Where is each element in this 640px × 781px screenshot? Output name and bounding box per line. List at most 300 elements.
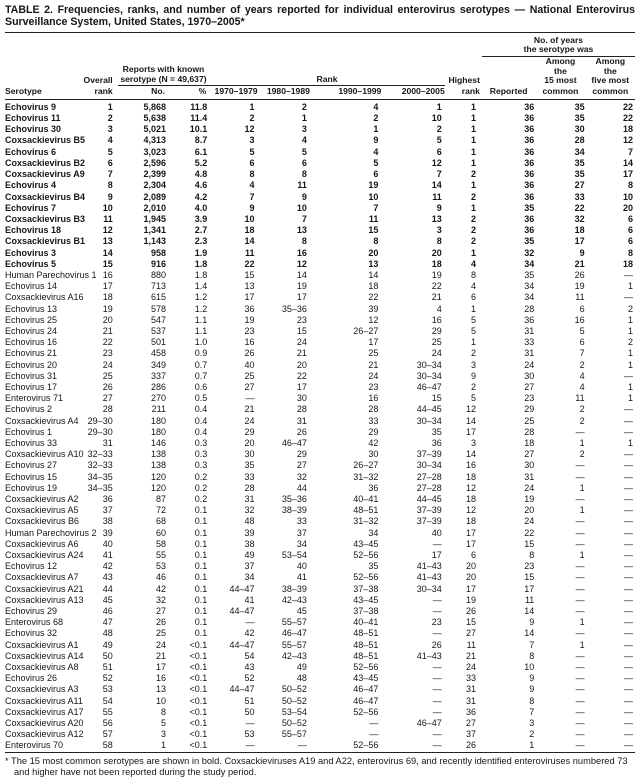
value-cell: 11 [245, 247, 255, 258]
value-cell: 53–54 [281, 550, 307, 560]
value-cell: 15 [296, 325, 307, 336]
value-cell: 31 [524, 325, 535, 336]
value-cell: — [624, 538, 633, 549]
value-cell: 16 [244, 337, 255, 348]
value-cell: 26 [465, 740, 476, 751]
value-cell: 5,021 [143, 124, 167, 135]
serotype-cell: Coxsackievirus A20 [5, 718, 84, 729]
serotype-cell: Echovirus 33 [5, 437, 58, 448]
highest-label: Highest [448, 75, 480, 86]
value-cell: 4 [301, 135, 307, 146]
serotype-cell: Echovirus 31 [5, 370, 58, 381]
value-cell: 0.1 [194, 561, 208, 572]
value-cell: 18 [465, 493, 476, 504]
serotype-cell: Coxsackievirus A10 [5, 449, 84, 460]
value-cell: 1 [249, 101, 255, 112]
value-cell: — [575, 460, 585, 471]
table-row [5, 427, 635, 438]
table-row [5, 494, 635, 505]
value-cell: 43–45 [353, 673, 379, 684]
value-cell: 37–38 [353, 606, 379, 617]
value-cell: 1 [470, 202, 476, 213]
value-cell: 30 [524, 460, 535, 471]
value-cell: 40–41 [353, 493, 379, 504]
value-cell: — [575, 471, 585, 482]
value-cell: 8 [373, 236, 379, 247]
table-row [5, 472, 635, 483]
value-cell: — [432, 594, 442, 605]
table-row [5, 584, 635, 595]
value-cell: 28 [102, 404, 113, 415]
value-cell: 34 [524, 292, 535, 303]
value-cell: 32 [156, 594, 167, 605]
value-cell: — [245, 740, 255, 751]
table-row [5, 673, 635, 684]
col-15-most-common: common [535, 86, 585, 100]
value-cell: 1 [627, 314, 633, 325]
value-cell: 9 [529, 684, 535, 695]
value-cell: 4 [579, 381, 585, 392]
value-cell: 36 [524, 213, 535, 224]
value-cell: 1 [470, 303, 476, 314]
value-cell: 26 [296, 426, 307, 437]
table-row [5, 539, 635, 550]
value-cell: 4 [373, 146, 379, 157]
value-cell: 44–45 [416, 493, 442, 504]
value-cell: — [624, 426, 633, 437]
table-row [5, 595, 635, 606]
value-cell: 180 [150, 415, 167, 426]
value-cell: — [575, 729, 585, 740]
value-cell: 17 [156, 662, 167, 673]
serotype-cell: Coxsackievirus B6 [5, 516, 80, 527]
table-body [5, 99, 635, 752]
value-cell: <0.1 [189, 695, 208, 706]
value-cell: 27 [574, 180, 585, 191]
value-cell: 10 [622, 191, 633, 202]
table-row [5, 270, 635, 281]
value-cell: 0.3 [194, 460, 208, 471]
value-cell: 18 [622, 124, 633, 135]
serotype-cell: Enterovirus 71 [5, 393, 64, 404]
value-cell: 34 [368, 527, 379, 538]
value-cell: 26 [244, 348, 255, 359]
value-cell: 36 [524, 314, 535, 325]
value-cell: — [575, 695, 585, 706]
value-cell: 615 [150, 292, 167, 303]
value-cell: 5 [373, 157, 379, 168]
value-cell: 11.8 [190, 101, 208, 112]
value-cell: 41 [296, 572, 307, 583]
table-row [5, 348, 635, 359]
value-cell: 16 [296, 247, 307, 258]
value-cell: — [245, 617, 255, 628]
value-cell: — [624, 482, 633, 493]
value-cell: 19 [296, 281, 307, 292]
value-cell: 43–45 [353, 538, 379, 549]
value-cell: 27 [465, 628, 476, 639]
value-cell: 44–47 [229, 583, 255, 594]
serotype-cell: Coxsackievirus A9 [5, 169, 85, 180]
serotype-cell: Echovirus 26 [5, 673, 58, 684]
value-cell: — [432, 695, 442, 706]
serotype-cell: Human Parechovirus 2 [5, 527, 97, 538]
value-cell: 36 [524, 113, 535, 124]
value-cell: 8 [627, 180, 633, 191]
value-cell: 0.1 [194, 572, 208, 583]
value-cell: 51 [102, 662, 113, 673]
value-cell: 35 [524, 202, 535, 213]
reports-spanner [118, 57, 210, 86]
value-cell: — [575, 516, 585, 527]
value-cell: 31 [524, 348, 535, 359]
value-cell: 1.4 [194, 281, 208, 292]
value-cell: 21 [368, 359, 379, 370]
value-cell: 4 [107, 135, 113, 146]
value-cell: 5.2 [194, 157, 208, 168]
value-cell: 44 [102, 583, 113, 594]
table-row [5, 628, 635, 639]
value-cell: 31 [524, 471, 535, 482]
value-cell: 36 [524, 180, 535, 191]
value-cell: 2 [470, 381, 476, 392]
value-cell: 28 [296, 404, 307, 415]
value-cell: 9 [301, 191, 307, 202]
value-cell: 50–52 [281, 695, 307, 706]
value-cell: 27 [524, 449, 535, 460]
value-cell: 880 [150, 269, 167, 280]
value-cell: 20 [465, 561, 476, 572]
value-cell: 10.1 [189, 124, 208, 135]
value-cell: 22 [244, 258, 255, 269]
value-cell: 16 [156, 673, 167, 684]
value-cell: 11 [297, 180, 307, 191]
table-row [5, 337, 635, 348]
value-cell: 37 [244, 561, 255, 572]
value-cell: 2,010 [143, 202, 167, 213]
table-row [5, 371, 635, 382]
value-cell: 2,596 [143, 157, 167, 168]
value-cell: <0.1 [189, 729, 208, 740]
value-cell: — [575, 606, 585, 617]
value-cell: 17 [431, 550, 442, 560]
col-1990-1999: 1990–1999 [310, 86, 381, 100]
serotype-cell: Coxsackievirus A6 [5, 538, 79, 549]
value-cell: 14 [524, 628, 535, 639]
serotype-cell: Coxsackievirus B1 [5, 236, 86, 247]
serotype-cell: Echovirus 13 [5, 303, 58, 314]
serotype-cell: Coxsackievirus A8 [5, 662, 79, 673]
value-cell: 18 [244, 225, 255, 236]
among-5-line3: five most [591, 75, 630, 86]
among-15-line2: the [553, 65, 567, 76]
value-cell: — [624, 684, 633, 695]
value-cell: 11 [368, 213, 379, 224]
value-cell: 27 [296, 460, 307, 471]
value-cell: 17 [465, 583, 476, 594]
value-cell: 32 [524, 247, 535, 258]
value-cell: 15 [524, 538, 535, 549]
value-cell: — [624, 449, 633, 460]
value-cell: 37–39 [416, 505, 442, 516]
table-row [5, 617, 635, 628]
value-cell: 6 [373, 169, 379, 180]
value-cell: 2 [436, 124, 442, 135]
value-cell: — [575, 493, 585, 504]
value-cell: 15 [368, 225, 379, 236]
value-cell: 1 [627, 393, 633, 404]
table-row [5, 203, 635, 214]
value-cell: 22 [102, 337, 113, 348]
value-cell: 21 [465, 650, 476, 661]
value-cell: 0.1 [194, 538, 208, 549]
serotype-cell: Echovirus 11 [5, 113, 61, 124]
value-cell: 36 [524, 157, 535, 168]
value-cell: 24 [465, 662, 476, 673]
value-cell: 916 [150, 258, 167, 269]
value-cell: 35–36 [281, 303, 307, 314]
value-cell: 21 [574, 258, 585, 269]
value-cell: 1,341 [143, 225, 167, 236]
value-cell: 41 [244, 594, 255, 605]
value-cell: 30–34 [416, 583, 442, 594]
value-cell: — [624, 404, 633, 415]
value-cell: 270 [150, 393, 167, 404]
value-cell: — [575, 718, 585, 729]
value-cell: 45 [102, 594, 113, 605]
value-cell: 47 [102, 617, 113, 628]
value-cell: 19 [524, 493, 535, 504]
value-cell: 30–34 [416, 415, 442, 426]
value-cell: 48–51 [353, 628, 379, 639]
value-cell: 33 [368, 415, 379, 426]
table-row [5, 393, 635, 404]
value-cell: — [245, 718, 255, 729]
value-cell: — [624, 550, 633, 560]
value-cell: 33 [465, 673, 476, 684]
value-cell: 5 [579, 325, 585, 336]
value-cell: 19 [368, 180, 379, 191]
value-cell: — [432, 606, 442, 617]
value-cell: 349 [150, 359, 167, 370]
value-cell: 46–47 [281, 628, 307, 639]
value-cell: 37 [102, 505, 113, 516]
table-row [5, 505, 635, 516]
value-cell: 6 [470, 292, 476, 303]
col-1970-1979: 1970–1979 [209, 86, 257, 100]
table-row [5, 550, 635, 561]
value-cell: 8.7 [194, 135, 208, 146]
serotype-cell: Coxsackievirus A1 [5, 639, 79, 650]
value-cell: 1.2 [194, 303, 208, 314]
table-row [5, 516, 635, 527]
value-cell: 14 [296, 269, 307, 280]
value-cell: 1 [107, 101, 113, 112]
value-cell: 1 [470, 146, 476, 157]
value-cell: 12 [465, 505, 476, 516]
value-cell: 50 [102, 650, 113, 661]
value-cell: 53 [156, 561, 167, 572]
value-cell: 146 [150, 437, 167, 448]
value-cell: 3 [249, 135, 255, 146]
value-cell: 4.0 [194, 202, 208, 213]
years-spanner-line2: the serotype was [523, 44, 594, 55]
value-cell: — [432, 706, 442, 717]
value-cell: 1.0 [194, 337, 208, 348]
value-cell: 1 [627, 359, 633, 370]
table-row [5, 707, 635, 718]
value-cell: — [624, 493, 633, 504]
value-cell: 1.2 [194, 292, 208, 303]
value-cell: 68 [156, 516, 167, 527]
value-cell: 37–39 [416, 449, 442, 460]
value-cell: — [575, 426, 585, 437]
value-cell: 55–57 [281, 729, 307, 740]
value-cell: 13 [156, 684, 167, 695]
value-cell: 87 [156, 493, 167, 504]
value-cell: 14 [465, 415, 476, 426]
value-cell: 19 [431, 269, 442, 280]
value-cell: 2 [249, 113, 255, 124]
value-cell: — [432, 673, 442, 684]
value-cell: 31 [102, 437, 113, 448]
value-cell: 33 [244, 471, 255, 482]
value-cell: 1 [627, 348, 633, 359]
value-cell: 2 [627, 337, 633, 348]
value-cell: 17 [244, 292, 255, 303]
overall-label: Overall [83, 75, 113, 86]
value-cell: 35 [574, 101, 585, 112]
serotype-cell: Echovirus 24 [5, 325, 58, 336]
header-row-spanner-top [5, 32, 635, 56]
value-cell: 3.9 [194, 213, 208, 224]
value-cell: 5 [301, 146, 307, 157]
value-cell: 26 [156, 617, 167, 628]
value-cell: 501 [150, 337, 167, 348]
value-cell: 19 [574, 281, 585, 292]
value-cell: 16 [574, 314, 585, 325]
value-cell: 26 [574, 269, 585, 280]
value-cell: 23 [102, 348, 113, 359]
value-cell: — [624, 706, 633, 717]
value-cell: 46–47 [416, 718, 442, 729]
value-cell: 2 [373, 113, 379, 124]
value-cell: 10 [368, 191, 379, 202]
value-cell: 5 [436, 135, 442, 146]
serotype-cell: Echovirus 30 [5, 124, 62, 135]
value-cell: 12 [431, 157, 442, 168]
value-cell: — [432, 740, 442, 751]
value-cell: 33 [524, 337, 535, 348]
col-pct: % [168, 86, 209, 100]
value-cell: 13 [431, 213, 442, 224]
value-cell: 1 [373, 124, 379, 135]
table-row [5, 192, 635, 203]
value-cell: 1 [470, 180, 476, 191]
value-cell: 32–33 [87, 449, 113, 460]
value-cell: — [624, 572, 633, 583]
value-cell: 9 [107, 191, 113, 202]
value-cell: 2 [470, 225, 476, 236]
col-1980-1989: 1980–1989 [258, 86, 310, 100]
value-cell: 8 [161, 706, 167, 717]
value-cell: 25 [431, 337, 442, 348]
col-reported: Reported [482, 86, 535, 100]
value-cell: 49 [102, 639, 113, 650]
serotype-cell: Coxsackievirus B5 [5, 135, 86, 146]
value-cell: — [369, 718, 379, 729]
value-cell: 42–43 [281, 594, 307, 605]
value-cell: — [245, 393, 255, 404]
serotype-cell: Echovirus 17 [5, 381, 58, 392]
rank-spanner: Rank [209, 57, 444, 86]
serotype-cell: Echovirus 2 [5, 404, 53, 415]
value-cell: — [624, 639, 633, 650]
value-cell: 52–56 [353, 740, 379, 751]
table-row [5, 225, 635, 236]
value-cell: 2 [470, 169, 476, 180]
value-cell: — [624, 561, 633, 572]
value-cell: <0.1 [189, 650, 208, 661]
value-cell: 28 [244, 482, 255, 493]
value-cell: 52–56 [353, 572, 379, 583]
table-row [5, 684, 635, 695]
value-cell: 30 [368, 449, 379, 460]
value-cell: 9 [373, 135, 379, 146]
value-cell: 0.5 [194, 393, 208, 404]
value-cell: 20 [465, 572, 476, 583]
value-cell: 0.3 [194, 449, 208, 460]
value-cell: 6 [301, 157, 307, 168]
value-cell: 17 [524, 583, 535, 594]
value-cell: 1 [579, 505, 585, 516]
value-cell: 54 [244, 650, 255, 661]
value-cell: 8 [301, 236, 307, 247]
value-cell: 15 [102, 258, 113, 269]
table-title: TABLE 2. Frequencies, ranks, and number of years reported for individual enterovirus serotypes — National Enterovirus Surveillance System, United States, 1970–2005* [5, 4, 635, 29]
value-cell: 547 [150, 314, 167, 325]
value-cell: 1,143 [143, 236, 167, 247]
value-cell: 14 [102, 247, 113, 258]
value-cell: 8 [529, 650, 535, 661]
value-cell: 46 [156, 572, 167, 583]
value-cell: 2 [529, 729, 535, 740]
serotype-cell: Enterovirus 70 [5, 740, 64, 751]
value-cell: 46 [102, 606, 113, 617]
col-overall-rank: rank [65, 86, 117, 100]
value-cell: 16 [102, 269, 113, 280]
table-row [5, 292, 635, 303]
value-cell: 32–33 [87, 460, 113, 471]
serotype-cell: Coxsackievirus A24 [5, 550, 84, 560]
value-cell: 54 [102, 695, 113, 706]
table-row [5, 572, 635, 583]
value-cell: 180 [150, 426, 167, 437]
value-cell: 29 [296, 449, 307, 460]
value-cell: 17 [465, 527, 476, 538]
serotype-cell: Echovirus 1 [5, 426, 53, 437]
value-cell: — [624, 718, 633, 729]
value-cell: 14 [524, 606, 535, 617]
value-cell: 17 [465, 426, 476, 437]
value-cell: 1 [579, 550, 585, 560]
table-row [5, 449, 635, 460]
table-row [5, 483, 635, 494]
value-cell: 25 [368, 348, 379, 359]
value-cell: 56 [102, 718, 113, 729]
value-cell: 1 [436, 101, 442, 112]
value-cell: 21 [431, 292, 442, 303]
